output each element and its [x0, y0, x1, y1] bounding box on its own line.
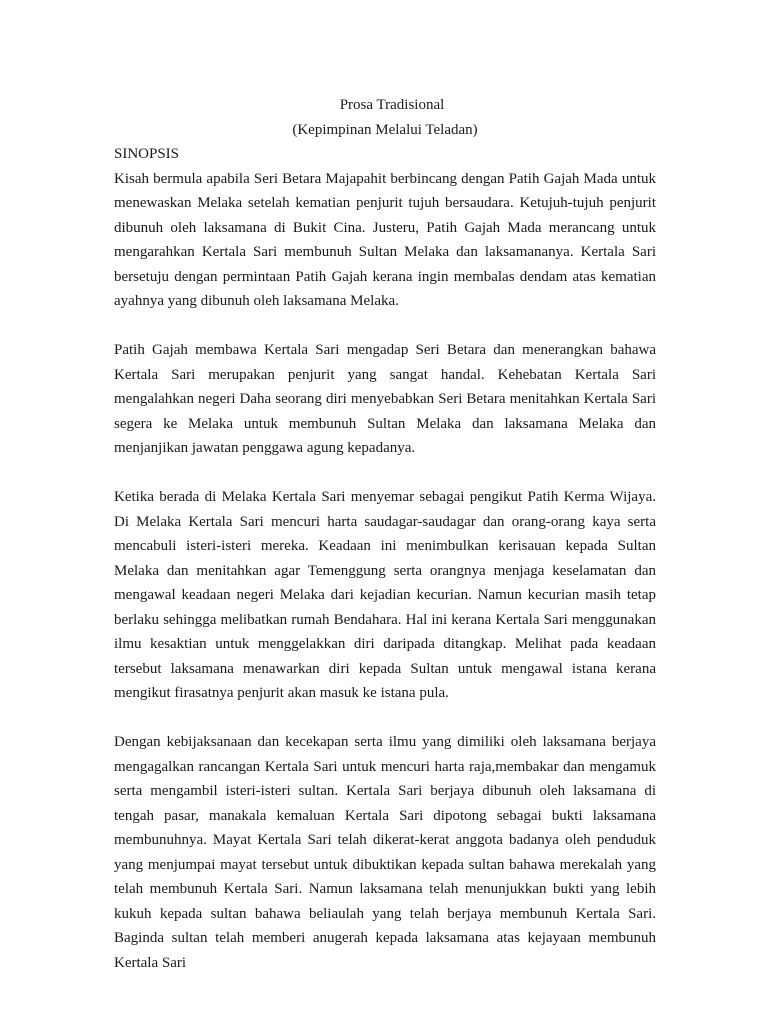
document-page	[114, 93, 656, 1000]
section-heading: SINOPSIS	[114, 146, 180, 162]
paragraph-2: Patih Gajah membawa Kertala Sari mengadap Seri Betara dan menerangkan bahawa Kertala Sari merupakan penjurit yang sangat handal. Kehebatan Kertala Sari mengalahkan negeri Daha seorang diri menyebabkan Seri Betara menitahkan Kertala Sari segera ke Melaka untuk membunuh Sultan Melaka dan laksamana Melaka dan menjanjikan jawatan penggawa agung kepadanya.	[114, 342, 656, 456]
document-subtitle: (Kepimpinan Melalui Teladan)	[292, 121, 478, 138]
paragraph-3: Ketika berada di Melaka Kertala Sari menyemar sebagai pengikut Patih Kerma Wijaya. Di Melaka Kertala Sari mencuri harta saudagar-saudagar dan orang-orang kaya serta mencabuli isteri-isteri mereka. Keadaan ini menimbulkan kerisauan kepada Sultan Melaka dan menitahkan agar Temenggung serta orangnya menjaga keselamatan dan mengawal keadaan negeri Melaka dari kejadian kecurian. Namun kecurian masih tetap berlaku sehingga melibatkan rumah Bendahara. Hal ini kerana Kertala Sari menggunakan ilmu kesaktian untuk menggelakkan diri daripada ditangkap. Melihat pada keadaan tersebut laksamana menawarkan diri kepada Sultan untuk mengawal istana kerana mengikut firasatnya penjurit akan masuk ke istana pula.	[114, 489, 656, 701]
paragraph-4: Dengan kebijaksanaan dan kecekapan serta ilmu yang dimiliki oleh laksamana berjaya mengagalkan rancangan Kertala Sari untuk mencuri harta raja,membakar dan mengamuk serta mengambil isteri-isteri sultan. Kertala Sari berjaya dibunuh oleh laksamana di tengah pasar, manakala kemaluan Kertala Sari dipotong sebagai bukti laksamana membunuhnya. Mayat Kertala Sari telah dikerat-kerat anggota badanya oleh penduduk yang menjumpai mayat tersebut untuk dibuktikan kepada sultan bahawa merekalah yang telah membunuh Kertala Sari. Namun laksamana telah menunjukkan bukti yang lebih kukuh kepada sultan bahawa beliaulah yang telah berjaya membunuh Kertala Sari. Baginda sultan telah memberi anugerah kepada laksamana atas kejayaan membunuh Kertala Sari	[114, 734, 656, 971]
paragraph-1: Kisah bermula apabila Seri Betara Majapahit berbincang dengan Patih Gajah Mada untuk menewaskan Melaka setelah kematian penjurit tujuh bersaudara. Ketujuh-tujuh penjurit dibunuh oleh laksamana di Bukit Cina. Justeru, Patih Gajah Mada merancang untuk mengarahkan Kertala Sari membunuh Sultan Melaka dan laksamananya. Kertala Sari bersetuju dengan permintaan Patih Gajah kerana ingin membalas dendam atas kematian ayahnya yang dibunuh oleh laksamana Melaka.	[114, 170, 656, 309]
document-title: Prosa Tradisional	[339, 97, 445, 113]
